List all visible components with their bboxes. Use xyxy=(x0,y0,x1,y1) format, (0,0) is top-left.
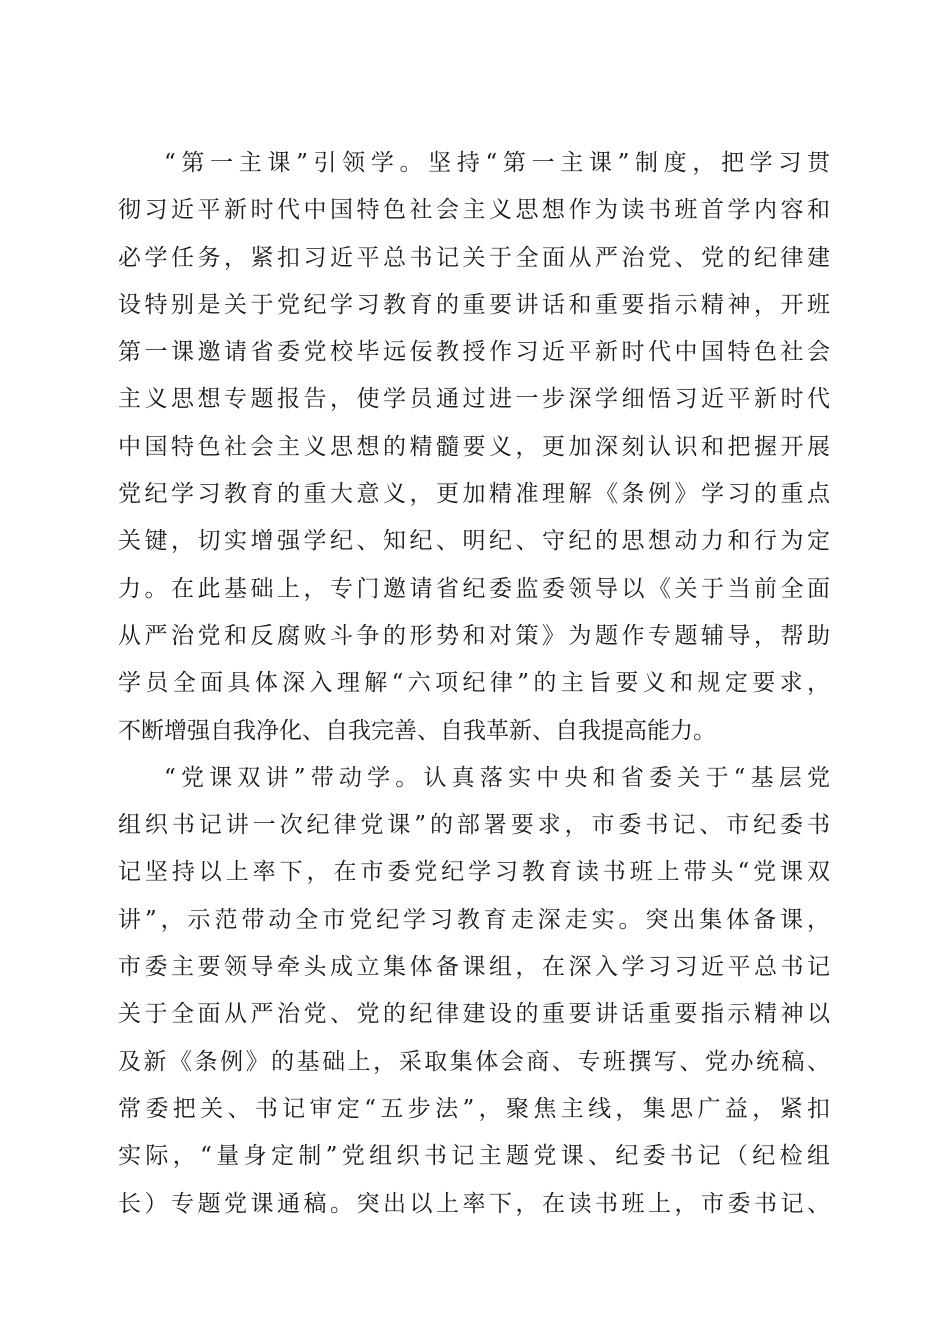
paragraph-line: 讲”，示范带动全市党纪学习教育走深走实。突出集体备课， xyxy=(118,906,830,933)
paragraph-line: 长）专题党课通稿。突出以上率下，在读书班上，市委书记、 xyxy=(118,1190,830,1217)
paragraph-line: “党课双讲”带动学。认真落实中央和省委关于“基层党 xyxy=(164,764,830,791)
paragraph-line: 第一课邀请省委党校毕远佞教授作习近平新时代中国特色社会 xyxy=(118,339,830,366)
paragraph-line: 不断增强自我净化、自我完善、自我革新、自我提高能力。 xyxy=(118,717,716,744)
paragraph-line: 关键，切实增强学纪、知纪、明纪、守纪的思想动力和行为定 xyxy=(118,528,830,555)
paragraph-line: 设特别是关于党纪学习教育的重要讲话和重要指示精神，开班 xyxy=(118,291,830,318)
paragraph-first-main-course xyxy=(118,140,830,755)
paragraph-line: 力。在此基础上，专门邀请省纪委监委领导以《关于当前全面 xyxy=(118,575,830,602)
paragraph-line: 及新《条例》的基础上，采取集体会商、专班撰写、党办统稿、 xyxy=(118,1048,830,1075)
paragraph-line: 彻习近平新时代中国特色社会主义思想作为读书班首学内容和 xyxy=(118,197,830,224)
paragraph-line: 学员全面具体深入理解“六项纪律”的主旨要义和规定要求， xyxy=(118,670,830,697)
paragraph-line: “第一主课”引领学。坚持“第一主课”制度，把学习贯 xyxy=(164,150,830,176)
paragraph-line: 党纪学习教育的重大意义，更加精准理解《条例》学习的重点 xyxy=(118,481,830,508)
paragraph-line: 常委把关、书记审定“五步法”，聚焦主线，集思广益，紧扣 xyxy=(118,1095,830,1122)
document-body xyxy=(118,140,830,1228)
paragraph-line: 记坚持以上率下，在市委党纪学习教育读书班上带头“党课双 xyxy=(118,859,830,886)
paragraph-party-lecture xyxy=(118,755,830,1228)
paragraph-line: 中国特色社会主义思想的精髓要义，更加深刻认识和把握开展 xyxy=(118,433,830,460)
paragraph-line: 市委主要领导牵头成立集体备课组，在深入学习习近平总书记 xyxy=(118,954,830,981)
paragraph-line: 从严治党和反腐败斗争的形势和对策》为题作专题辅导，帮助 xyxy=(118,622,830,649)
paragraph-line: 实际，“量身定制”党组织书记主题党课、纪委书记（纪检组 xyxy=(118,1143,830,1170)
paragraph-line: 关于全面从严治党、党的纪律建设的重要讲话重要指示精神以 xyxy=(118,1001,830,1028)
paragraph-line: 必学任务，紧扣习近平总书记关于全面从严治党、党的纪律建 xyxy=(118,244,830,271)
paragraph-line: 组织书记讲一次纪律党课”的部署要求，市委书记、市纪委书 xyxy=(118,812,830,839)
paragraph-line: 主义思想专题报告，使学员通过进一步深学细悟习近平新时代 xyxy=(118,386,830,413)
